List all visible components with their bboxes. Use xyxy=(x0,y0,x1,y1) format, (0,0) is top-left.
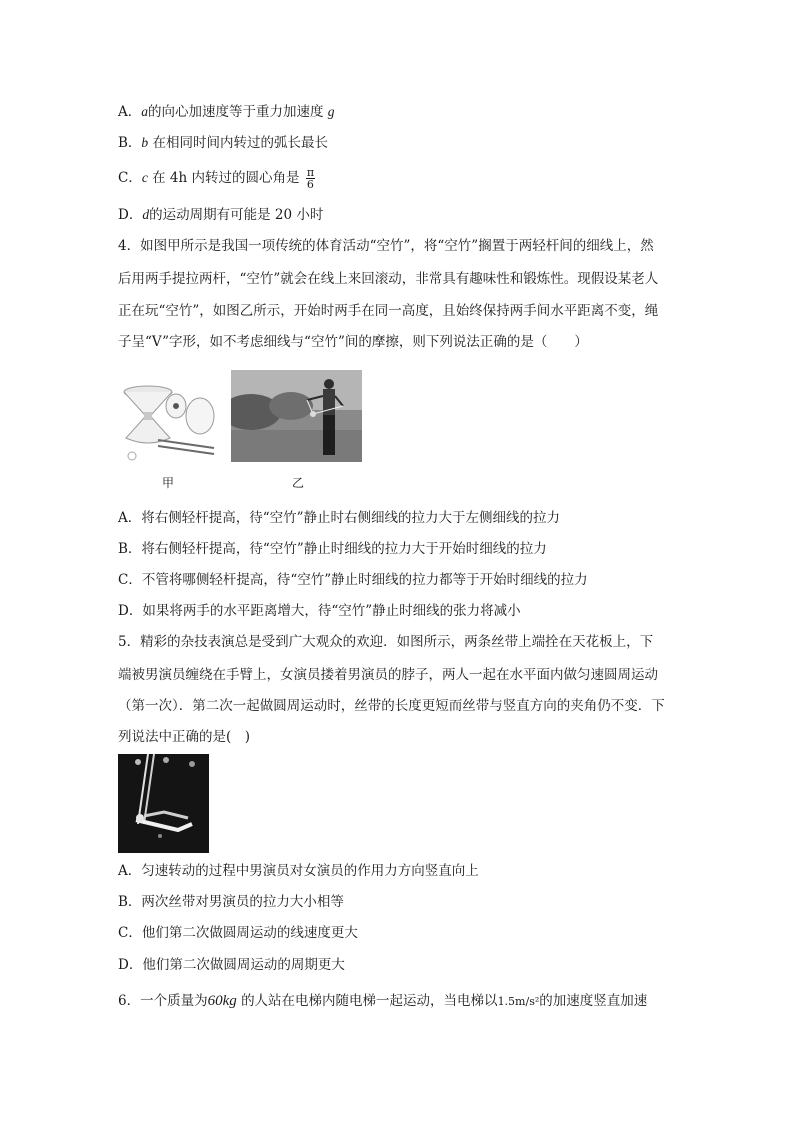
option-label: B． xyxy=(118,135,142,151)
q5-stem-line-1: 5．精彩的杂技表演总是受到广大观众的欢迎．如图所示，两条丝带上端拴在天花板上，下 xyxy=(118,634,654,650)
q4-stem-line-3: 正在玩“空竹”，如图乙所示，开始时两手在同一高度，且始终保持两手间水平距离不变，绳 xyxy=(118,303,659,319)
q4-option-b: B．将右侧轻杆提高，待“空竹”静止时细线的拉力大于开始时细线的拉力 xyxy=(118,541,547,557)
old-man-photo xyxy=(231,370,362,462)
q4-option-a: A．将右侧轻杆提高，待“空竹”静止时右侧细线的拉力大于左侧细线的拉力 xyxy=(118,510,561,526)
q5-option-a: A．匀速转动的过程中男演员对女演员的作用力方向竖直向上 xyxy=(118,863,479,879)
fraction-denominator: 6 xyxy=(306,178,314,191)
mass-value: 60kg xyxy=(207,993,237,1009)
q5-option-d: D．他们第二次做圆周运动的周期更大 xyxy=(118,957,345,973)
acceleration-value: 1.5m/s² xyxy=(497,995,540,1008)
acrobat-photo xyxy=(118,754,209,853)
q3-option-b xyxy=(118,135,328,151)
variable: a xyxy=(141,104,148,119)
caption-yi: 乙 xyxy=(292,476,305,490)
q3-option-d xyxy=(118,207,323,223)
q5-stem-line-3: （第一次）．第二次一起做圆周运动时，丝带的长度更短而丝带与竖直方向的夹角仍不变．下 xyxy=(118,698,665,714)
q4-stem-line-1: 4．如图甲所示是我国一项传统的体育活动“空竹”，将“空竹”搁置于两轻杆间的细线上，然 xyxy=(118,238,654,254)
q3-option-c xyxy=(118,167,315,190)
q6-suffix: 的加速度竖直加速 xyxy=(539,993,648,1009)
variable: b xyxy=(141,135,149,150)
option-label: C． xyxy=(118,170,142,186)
option-label: D． xyxy=(118,207,143,223)
variable: g xyxy=(327,104,335,119)
option-text: 的运动周期有可能是 20 小时 xyxy=(149,207,324,223)
q5-stem-line-2: 端被男演员缠绕在手臂上，女演员搂着男演员的脖子，两人一起在水平面内做匀速圆周运动 xyxy=(118,667,658,683)
q5-option-b: B．两次丝带对男演员的拉力大小相等 xyxy=(118,894,344,910)
fraction-numerator: π xyxy=(306,166,315,179)
q4-stem-line-4: 子呈“V”字形，如不考虑细线与“空竹”间的摩擦，则下列说法正确的是（ ） xyxy=(118,334,588,350)
q3-option-a xyxy=(118,104,335,120)
caption-jia: 甲 xyxy=(162,476,175,490)
q4-stem-line-2: 后用两手提拉两杆，“空竹”就会在线上来回滚动，非常具有趣味性和锻炼性。现假设某老人 xyxy=(118,271,659,287)
diabolo-figure xyxy=(118,372,218,462)
variable: d xyxy=(142,207,150,222)
variable: c xyxy=(141,170,148,185)
option-text: 在 4h 内转过的圆心角是 xyxy=(152,170,300,186)
q6-stem-line-1 xyxy=(118,993,647,1010)
fraction-pi-over-6 xyxy=(306,167,315,190)
option-label: A． xyxy=(118,104,142,120)
option-text: 的向心加速度等于重力加速度 xyxy=(148,104,324,120)
q6-middle: 的人站在电梯内随电梯一起运动，当电梯以 xyxy=(241,993,498,1009)
q5-option-c: C．他们第二次做圆周运动的线速度更大 xyxy=(118,925,358,941)
q4-option-c: C．不管将哪侧轻杆提高，待“空竹”静止时细线的拉力都等于开始时细线的拉力 xyxy=(118,572,588,588)
q4-option-d: D．如果将两手的水平距离增大，待“空竹”静止时细线的张力将减小 xyxy=(118,603,521,619)
option-text: 在相同时间内转过的弧长最长 xyxy=(152,135,328,151)
q6-prefix: 6．一个质量为 xyxy=(118,993,208,1009)
q5-stem-line-4: 列说法中正确的是( ) xyxy=(118,729,251,745)
